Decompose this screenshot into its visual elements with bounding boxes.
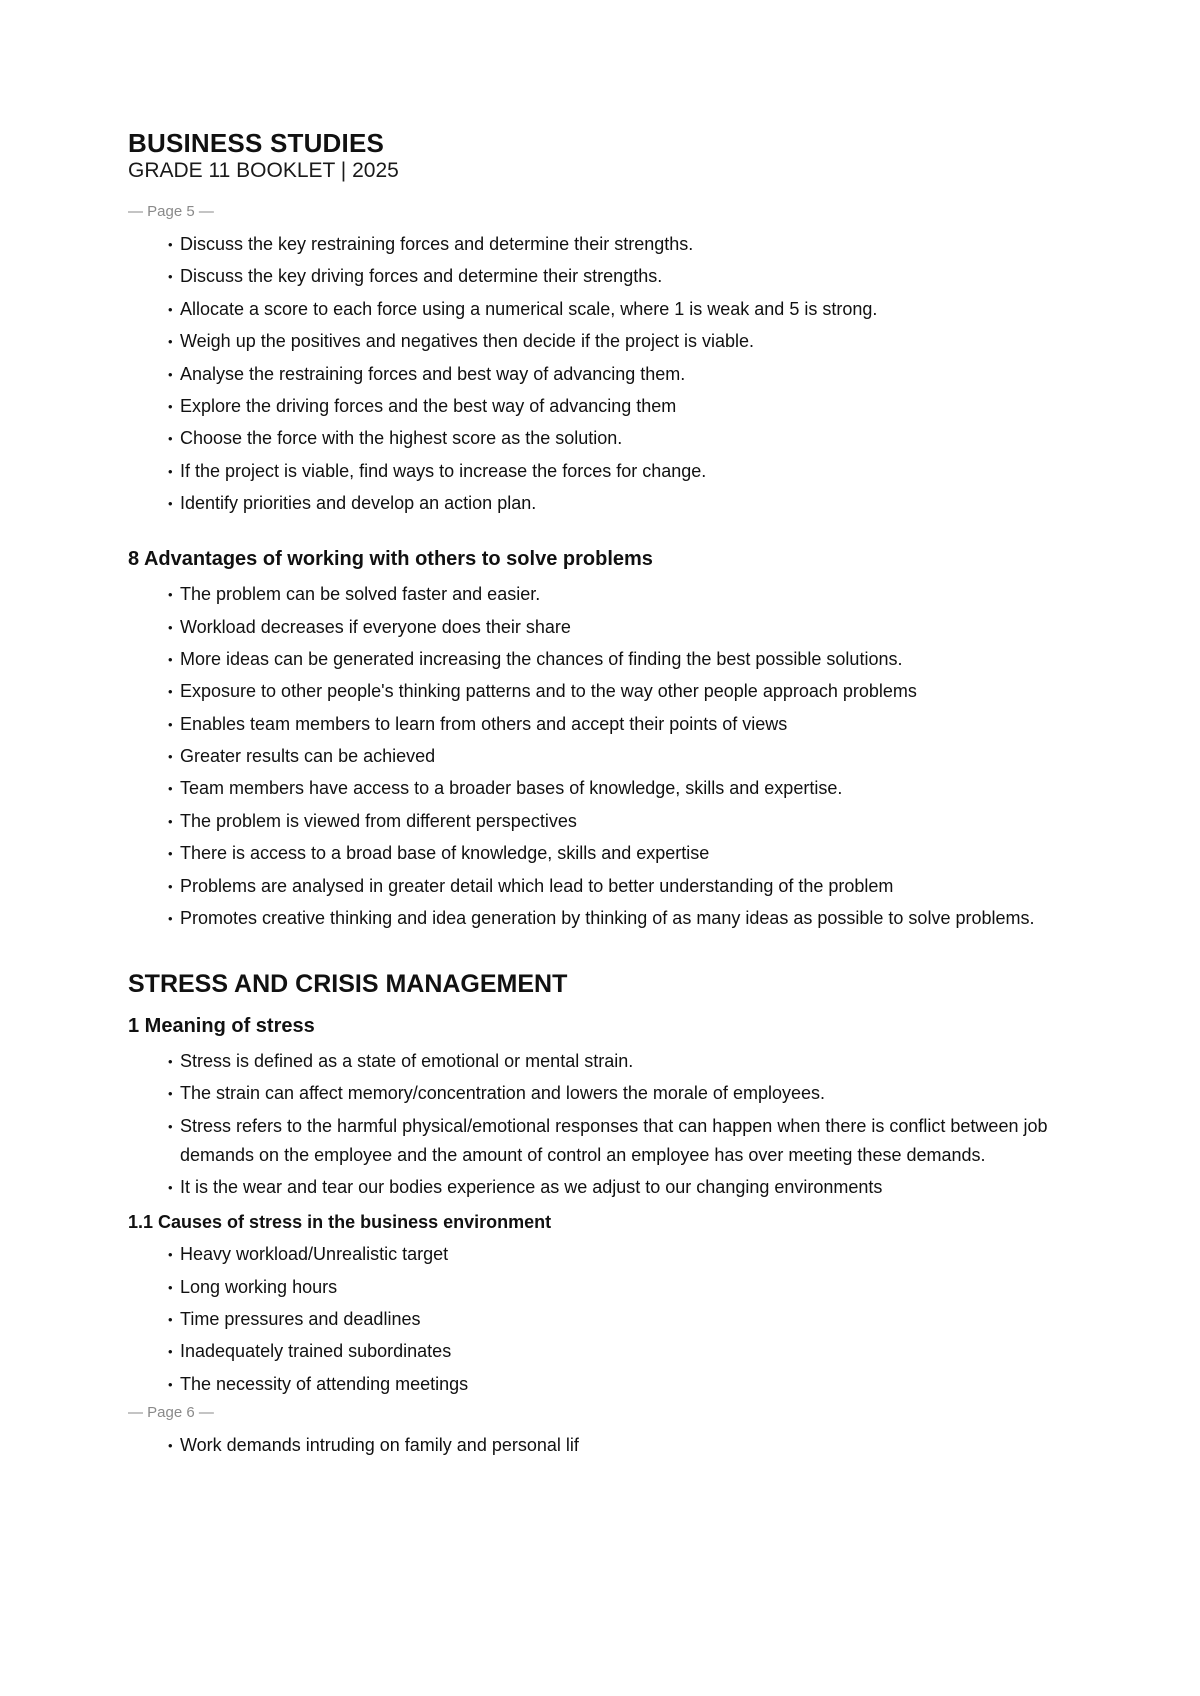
- list-item: • Analyse the restraining forces and best way of advancing them.: [168, 360, 1088, 389]
- document-page: [128, 128, 1088, 1463]
- list-item: • Time pressures and deadlines: [168, 1305, 1088, 1334]
- list-item: • Heavy workload/Unrealistic target: [168, 1240, 1088, 1269]
- list-item: • Weigh up the positives and negatives then decide if the project is viable.: [168, 327, 1088, 356]
- list-item: • Inadequately trained subordinates: [168, 1337, 1088, 1366]
- list-item: • Explore the driving forces and the best way of advancing them: [168, 392, 1088, 421]
- list-item: • Identify priorities and develop an action plan.: [168, 489, 1088, 518]
- list-item: • Stress refers to the harmful physical/emotional responses that can happen when there is conflict between job demands on the employee and the amount of control an employee has over meeting these demands.: [168, 1112, 1088, 1170]
- page-marker-5: — Page 5 —: [128, 203, 214, 220]
- list-item: • There is access to a broad base of knowledge, skills and expertise: [168, 839, 1088, 868]
- list-item: • Workload decreases if everyone does their share: [168, 613, 1088, 642]
- causes-of-stress-list: [128, 1240, 1088, 1399]
- list-item: • Work demands intruding on family and personal lif: [168, 1431, 1088, 1460]
- list-item: • Stress is defined as a state of emotional or mental strain.: [168, 1047, 1088, 1076]
- list-item: • The problem is viewed from different perspectives: [168, 807, 1088, 836]
- list-item: • Enables team members to learn from others and accept their points of views: [168, 710, 1088, 739]
- advantages-heading: 8 Advantages of working with others to solve problems: [128, 548, 653, 571]
- list-item: • Discuss the key restraining forces and determine their strengths.: [168, 230, 1088, 259]
- meaning-of-stress-list: [128, 1047, 1088, 1202]
- list-item: • Allocate a score to each force using a numerical scale, where 1 is weak and 5 is strong.: [168, 295, 1088, 324]
- stress-section-heading: STRESS AND CRISIS MANAGEMENT: [128, 970, 568, 999]
- list-item: • Problems are analysed in greater detail which lead to better understanding of the problem: [168, 872, 1088, 901]
- list-item: • Exposure to other people's thinking patterns and to the way other people approach problems: [168, 677, 1088, 706]
- causes-of-stress-list-continued: [128, 1431, 1088, 1460]
- list-item: • Discuss the key driving forces and determine their strengths.: [168, 262, 1088, 291]
- list-item: • The strain can affect memory/concentration and lowers the morale of employees.: [168, 1079, 1088, 1108]
- advantages-list: [128, 580, 1088, 933]
- list-item: • It is the wear and tear our bodies experience as we adjust to our changing environments: [168, 1173, 1088, 1202]
- list-item: • Greater results can be achieved: [168, 742, 1088, 771]
- causes-of-stress-heading: 1.1 Causes of stress in the business environment: [128, 1212, 552, 1233]
- forcefield-steps-list: [128, 230, 1088, 518]
- list-item: • More ideas can be generated increasing the chances of finding the best possible solutions.: [168, 645, 1088, 674]
- list-item: • Long working hours: [168, 1273, 1088, 1302]
- document-subtitle: GRADE 11 BOOKLET | 2025: [128, 159, 399, 182]
- list-item: • Promotes creative thinking and idea generation by thinking of as many ideas as possible to solve problems.: [168, 904, 1088, 933]
- list-item: • If the project is viable, find ways to increase the forces for change.: [168, 457, 1088, 486]
- list-item: • Team members have access to a broader bases of knowledge, skills and expertise.: [168, 774, 1088, 803]
- document-title: BUSINESS STUDIES: [128, 128, 385, 158]
- meaning-of-stress-heading: 1 Meaning of stress: [128, 1015, 315, 1038]
- list-item: • Choose the force with the highest score as the solution.: [168, 424, 1088, 453]
- page-marker-6: — Page 6 —: [128, 1403, 214, 1421]
- list-item: • The necessity of attending meetings: [168, 1370, 1088, 1399]
- list-item: • The problem can be solved faster and easier.: [168, 580, 1088, 609]
